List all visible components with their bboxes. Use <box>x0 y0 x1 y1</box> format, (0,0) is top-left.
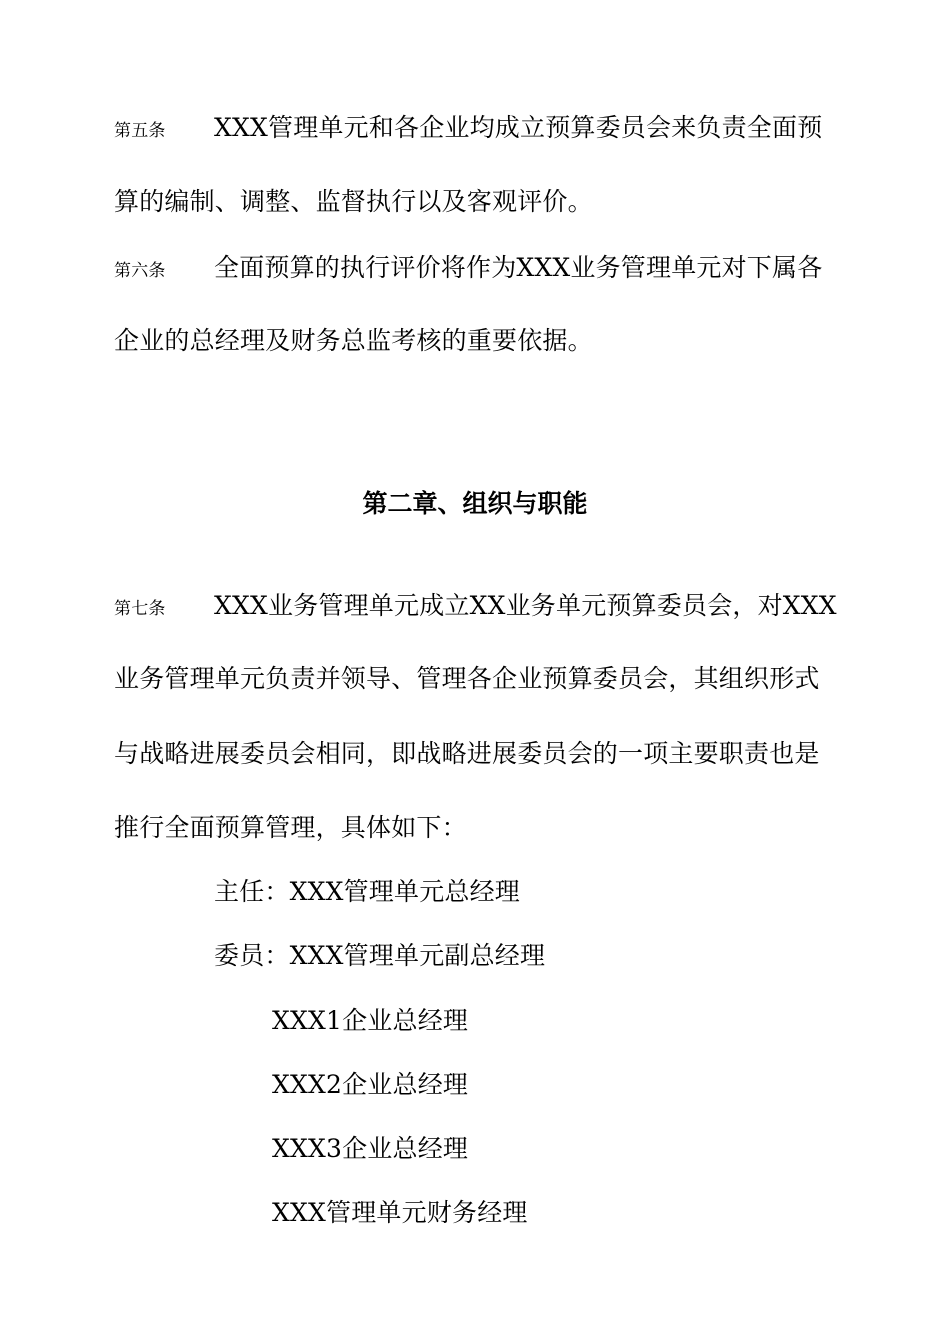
article-7-text-1: XXX业务管理单元成立XX业务单元预算委员会，对XXX <box>214 591 837 620</box>
committee-director: 主任：XXX管理单元总经理 <box>214 877 520 906</box>
article-7-label: 第七条 <box>114 599 166 619</box>
article-5-label: 第五条 <box>114 121 166 141</box>
article-6-text-1: 全面预算的执行评价将作为XXX业务管理单元对下属各 <box>214 253 823 282</box>
article-6-line-1 <box>114 252 822 287</box>
committee-member: XXX管理单元财务经理 <box>272 1198 528 1227</box>
article-6-line-2: 企业的总经理及财务总监考核的重要依据。 <box>114 326 593 355</box>
article-7-line-1 <box>114 590 837 625</box>
article-5-text-1: XXX管理单元和各企业均成立预算委员会来负责全面预 <box>214 113 823 142</box>
article-7-line-2: 业务管理单元负责并领导、管理各企业预算委员会，其组织形式 <box>114 664 820 693</box>
article-5-line-1 <box>114 112 822 147</box>
chapter-2-title: 第二章、组织与职能 <box>362 489 588 518</box>
committee-member: XXX1企业总经理 <box>272 1006 469 1035</box>
article-7-line-4: 推行全面预算管理，具体如下： <box>114 813 467 842</box>
article-5-line-2: 算的编制、调整、监督执行以及客观评价。 <box>114 187 593 216</box>
committee-members-title: 委员：XXX管理单元副总经理 <box>214 941 546 970</box>
committee-member: XXX3企业总经理 <box>272 1134 469 1163</box>
article-6-label: 第六条 <box>114 261 166 281</box>
committee-member: XXX2企业总经理 <box>272 1070 469 1099</box>
article-7-line-3: 与战略进展委员会相同，即战略进展委员会的一项主要职责也是 <box>114 739 820 768</box>
